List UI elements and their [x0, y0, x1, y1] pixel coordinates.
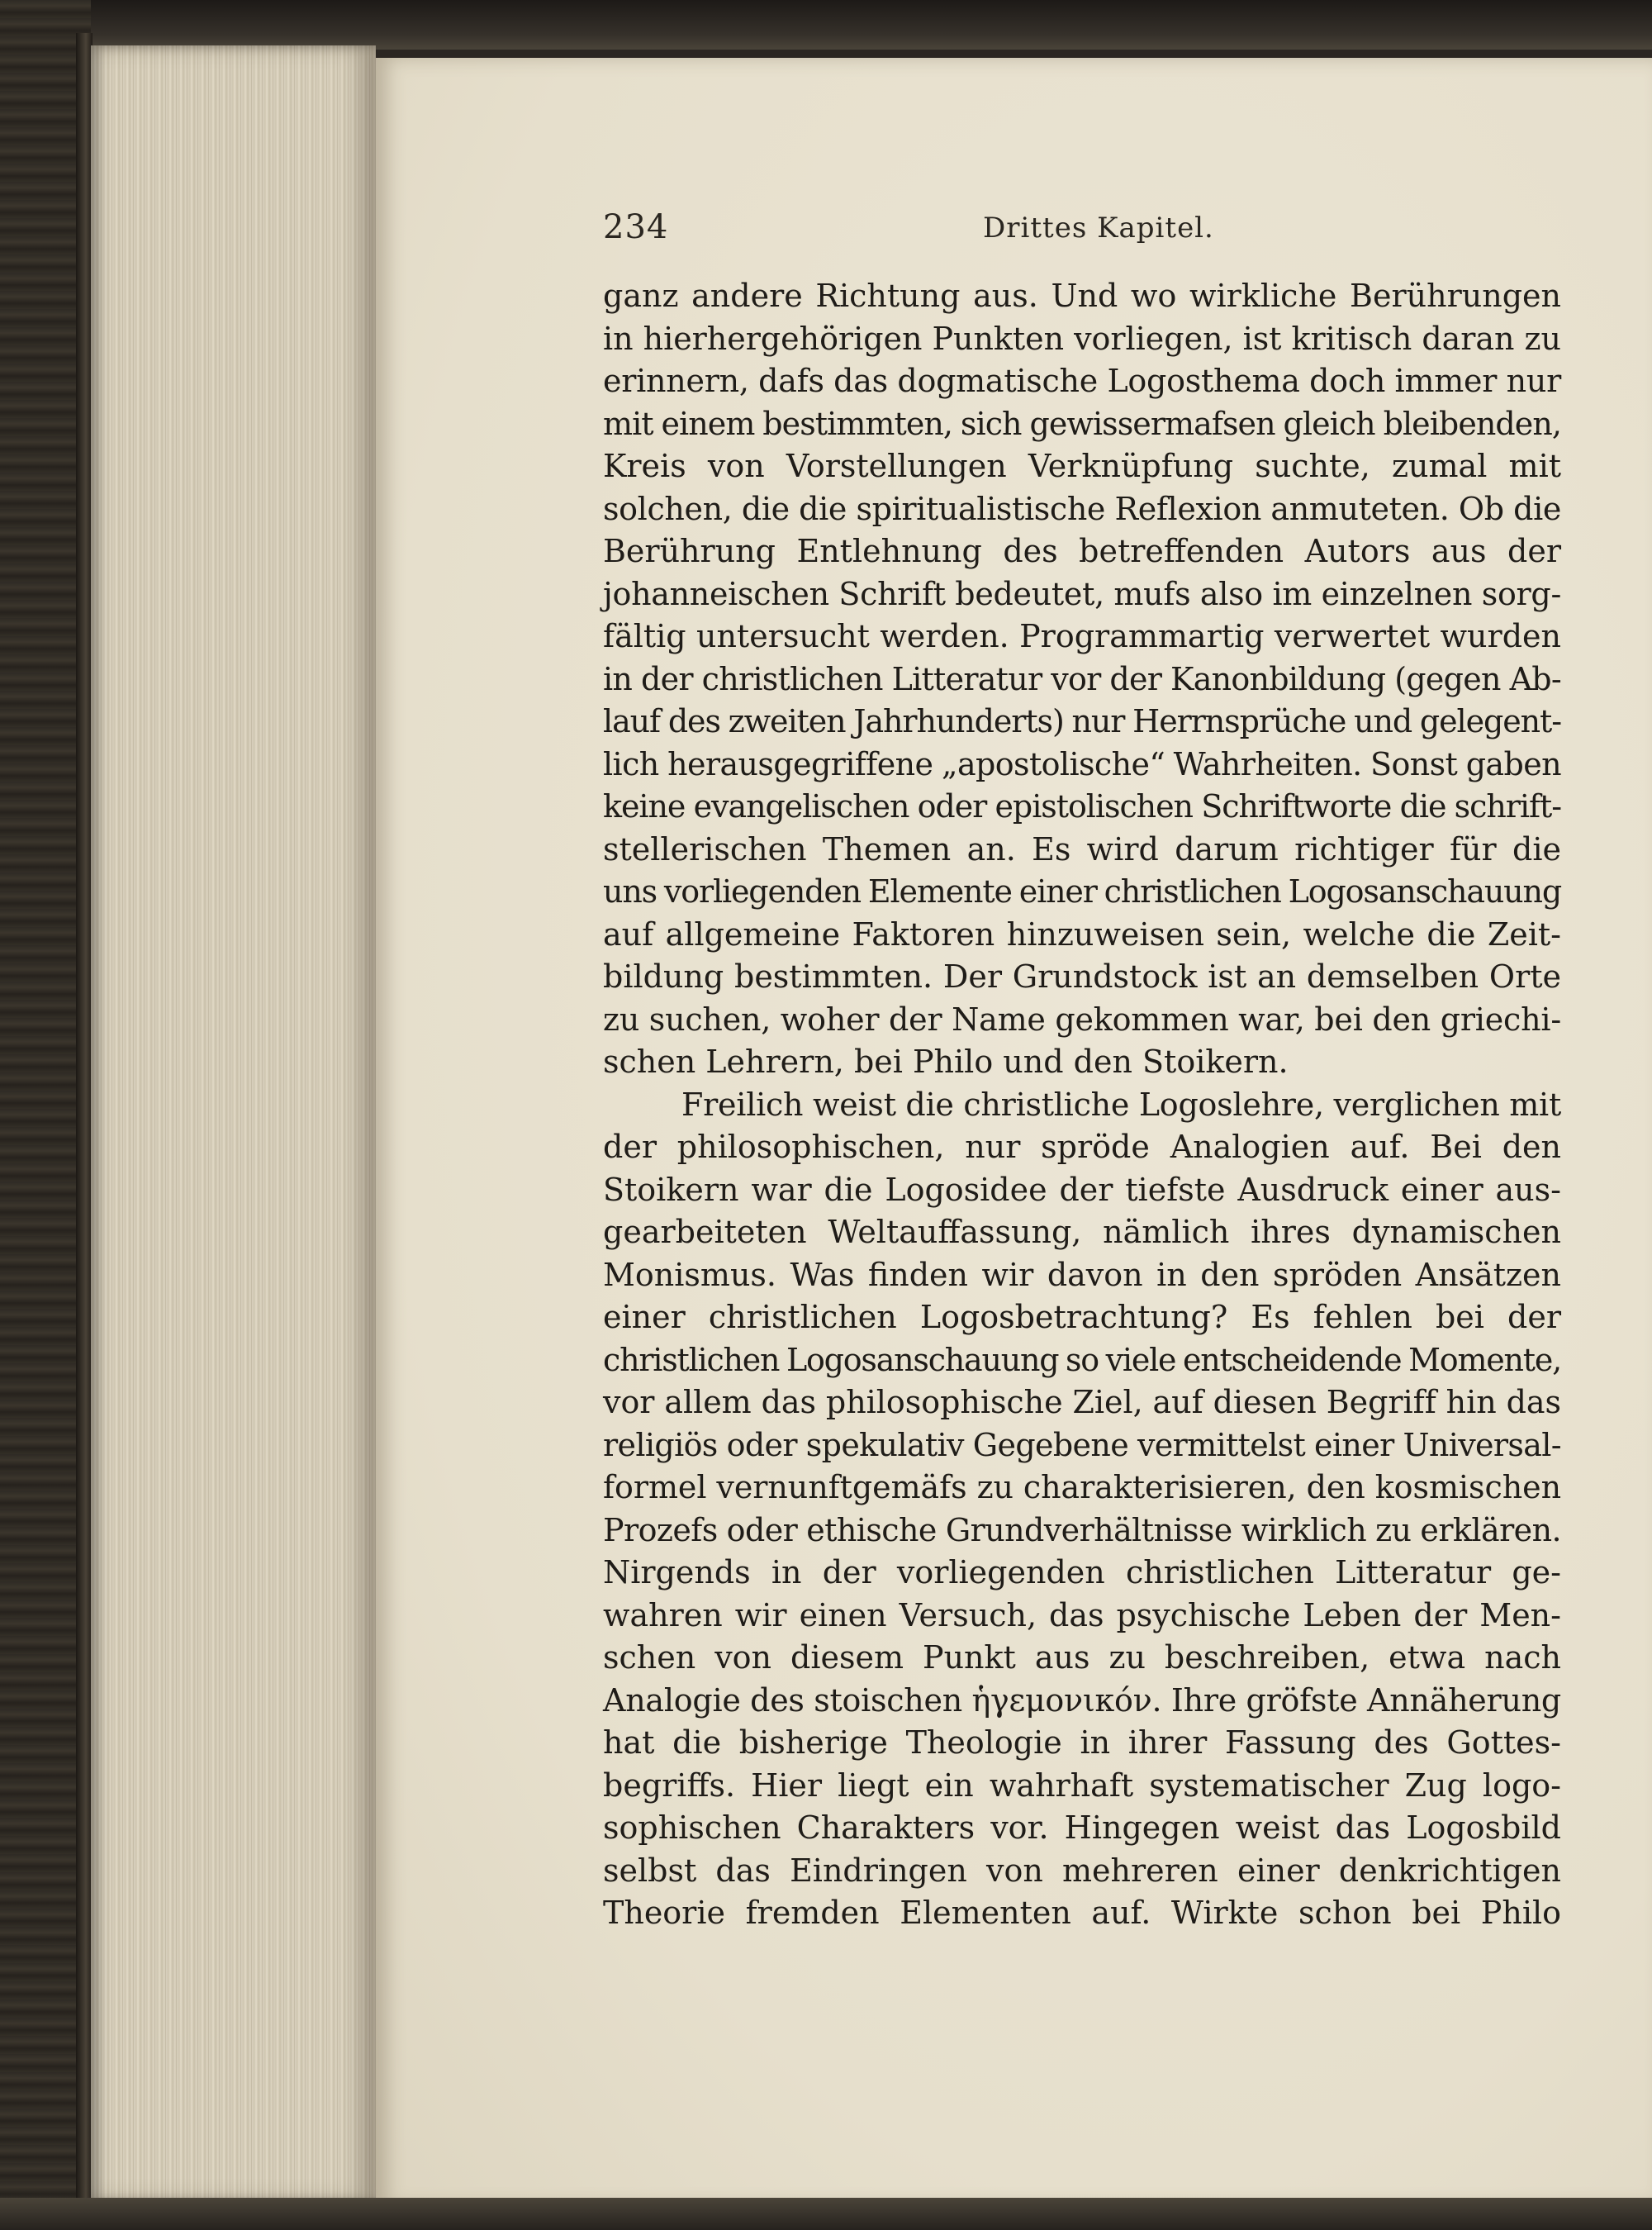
running-title: Drittes Kapitel.	[983, 212, 1214, 245]
text-line: begriffs. Hier liegt ein wahrhaft systematischer Zug logo-	[603, 1766, 1561, 1804]
page-header	[603, 208, 1561, 258]
text-line: religiös oder spekulativ Gegebene vermittelst einer Universal-	[603, 1426, 1561, 1463]
text-line: Theorie fremden Elementen auf. Wirkte schon bei Philo	[603, 1895, 1561, 1931]
text-line: gearbeiteten Weltauffassung, nämlich ihres dynamischen	[603, 1214, 1561, 1250]
body-text	[603, 275, 1561, 1935]
text-line: lauf des zweiten Jahrhunderts) nur Herrnsprüche und gelegent-	[603, 703, 1561, 739]
text-line: lich herausgegriffene „apostolische“ Wahrheiten. Sonst gaben	[603, 745, 1561, 782]
text-line: auf allgemeine Faktoren hinzuweisen sein, welche die Zeit-	[603, 915, 1561, 953]
text-line: erinnern, dafs das dogmatische Logosthema doch immer nur	[603, 363, 1561, 399]
text-line: mit einem bestimmten, sich gewissermafsen gleich bleibenden,	[603, 405, 1561, 442]
text-line: zu suchen, woher der Name gekommen war, bei den griechi-	[603, 1001, 1561, 1038]
text-line: ganz andere Richtung aus. Und wo wirkliche Berührungen	[603, 278, 1561, 314]
book-head-edge	[0, 0, 1652, 50]
text-line: vor allem das philosophische Ziel, auf diesen Begriff hin das	[603, 1384, 1561, 1420]
text-line: Berührung Entlehnung des betreffenden Autors aus der	[603, 533, 1561, 569]
text-line: Kreis von Vorstellungen Verknüpfung suchte, zumal mit	[603, 448, 1561, 484]
text-line: Stoikern war die Logosidee der tiefste Ausdruck einer aus-	[603, 1171, 1561, 1208]
text-line: der philosophischen, nur spröde Analogien auf. Bei den	[603, 1129, 1561, 1165]
text-line: bildung bestimmten. Der Grundstock ist an demselben Orte	[603, 958, 1561, 995]
text-line: christlichen Logosanschauung so viele entscheidende Momente,	[603, 1341, 1561, 1378]
text-line: einer christlichen Logosbetrachtung? Es fehlen bei der	[603, 1299, 1561, 1335]
text-line: in hierhergehörigen Punkten vorliegen, ist kritisch daran zu	[603, 320, 1561, 357]
text-line: keine evangelischen oder epistolischen Schriftworte die schrift-	[603, 788, 1561, 825]
text-line: wahren wir einen Versuch, das psychische Leben der Men-	[603, 1596, 1561, 1633]
text-line: Nirgends in der vorliegenden christlichen Litteratur ge-	[603, 1554, 1561, 1590]
book-tail-edge	[0, 2198, 1652, 2230]
text-line: in der christlichen Litteratur vor der Kanonbildung (gegen Ab-	[603, 660, 1561, 697]
text-line: fältig untersucht werden. Programmartig verwertet wurden	[603, 618, 1561, 654]
text-line: Freilich weist die christliche Logoslehre, verglichen mit	[681, 1086, 1561, 1123]
page-number: 234	[603, 208, 669, 246]
page-stack-edges	[91, 45, 376, 2202]
text-line: solchen, die die spiritualistische Reflexion anmuteten. Ob die	[603, 490, 1561, 527]
text-line: hat die bisherige Theologie in ihrer Fassung des Gottes-	[603, 1724, 1561, 1761]
text-line: Analogie des stoischen ἡγεμονικόν. Ihre gröfste Annäherung	[603, 1681, 1561, 1719]
book-spine-edge	[76, 33, 93, 2198]
text-line: schen Lehrern, bei Philo und den Stoikern.	[603, 1044, 1289, 1080]
text-line: formel vernunftgemäfs zu charakterisieren, den kosmischen	[603, 1469, 1561, 1505]
text-line: johanneischen Schrift bedeutet, mufs also im einzelnen sorg-	[603, 575, 1561, 612]
text-line: uns vorliegenden Elemente einer christlichen Logosanschauung	[603, 873, 1561, 910]
text-line: Monismus. Was finden wir davon in den spröden Ansätzen	[603, 1256, 1561, 1293]
text-line: Prozefs oder ethische Grundverhältnisse wirklich zu erklären.	[603, 1511, 1561, 1548]
text-line: stellerischen Themen an. Es wird darum richtiger für die	[603, 830, 1561, 868]
text-line: selbst das Eindringen von mehreren einer denkrichtigen	[603, 1852, 1561, 1889]
text-line: schen von diesem Punkt aus zu beschreiben, etwa nach	[603, 1639, 1561, 1676]
text-line: sophischen Charakters vor. Hingegen weist das Logosbild	[603, 1809, 1561, 1846]
